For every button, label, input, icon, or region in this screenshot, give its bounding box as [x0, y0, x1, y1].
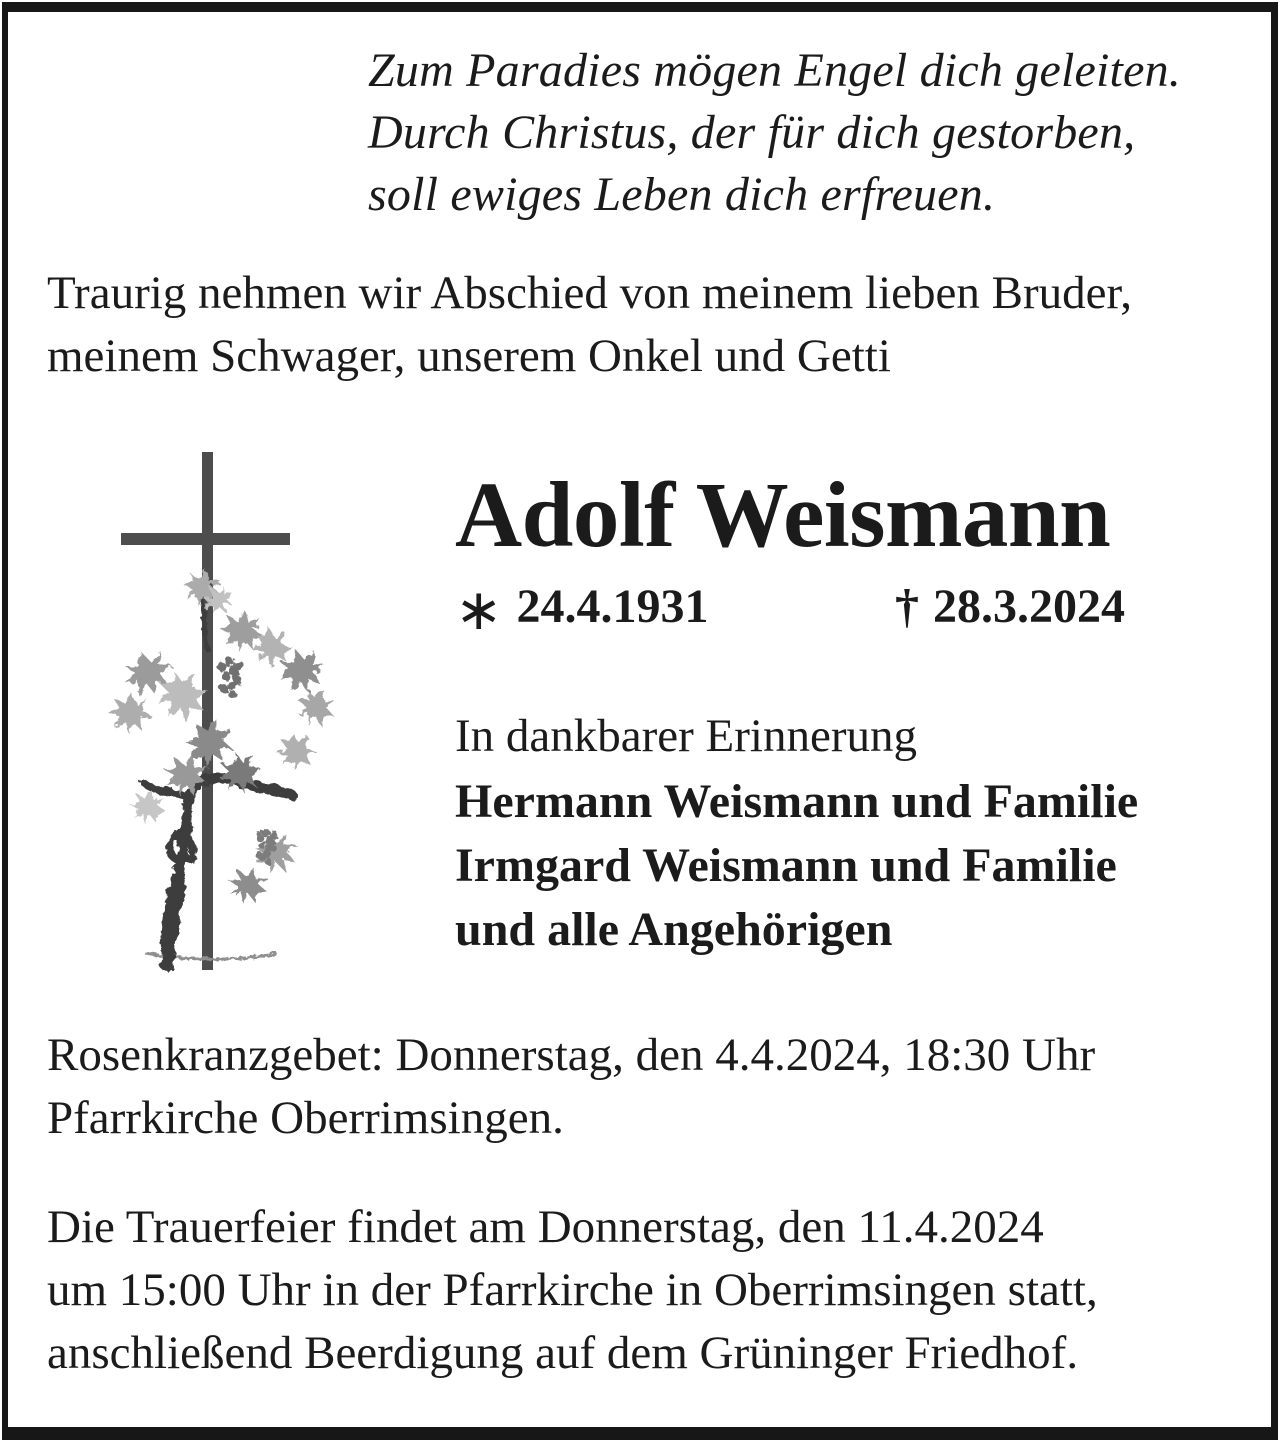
cross-icon	[121, 452, 290, 970]
mourner-line: Irmgard Weismann und Familie	[455, 839, 1117, 892]
birth-date: 24.4.1931	[516, 580, 709, 633]
mourner-line: Hermann Weismann und Familie	[455, 775, 1139, 828]
verse-line: soll ewiges Leben dich erfreuen.	[368, 168, 996, 221]
born-symbol: ∗	[455, 576, 503, 643]
verse-block	[368, 40, 1181, 226]
memorial-intro: In dankbarer Erinnerung	[455, 710, 917, 762]
vine-leaves	[107, 565, 343, 909]
deceased-name: Adolf Weismann	[455, 464, 1111, 567]
rosary-line: Pfarrkirche Oberrimsingen.	[47, 1092, 564, 1144]
rosary-line: Rosenkranzgebet: Donnerstag, den 4.4.2024, 18:30 Uhr	[47, 1029, 1096, 1081]
intro-line: meinem Schwager, unserem Onkel und Getti	[47, 330, 891, 382]
mourners-block	[455, 770, 1138, 962]
verse-line: Zum Paradies mögen Engel dich geleiten.	[368, 44, 1181, 97]
funeral-line: anschließend Beerdigung auf dem Grüninger Friedhof.	[47, 1327, 1079, 1379]
birth-date-group	[455, 576, 895, 643]
rosary-block	[47, 1024, 1095, 1150]
funeral-line: Die Trauerfeier findet am Donnerstag, den 11.4.2024	[47, 1201, 1044, 1253]
verse-line: Durch Christus, der für dich gestorben,	[368, 106, 1136, 159]
life-dates	[455, 576, 1125, 643]
death-date-group	[895, 580, 1125, 634]
grape-cluster	[217, 658, 243, 698]
intro-line: Traurig nehmen wir Abschied von meinem lieben Bruder,	[47, 267, 1132, 319]
cross-vine-illustration	[90, 445, 350, 985]
funeral-block	[47, 1196, 1098, 1385]
intro-block	[47, 262, 1132, 388]
death-date: 28.3.2024	[933, 580, 1125, 633]
mourner-line: und alle Angehörigen	[455, 903, 893, 956]
died-cross-symbol: †	[895, 580, 919, 633]
funeral-line: um 15:00 Uhr in der Pfarrkirche in Oberrimsingen statt,	[47, 1264, 1098, 1316]
